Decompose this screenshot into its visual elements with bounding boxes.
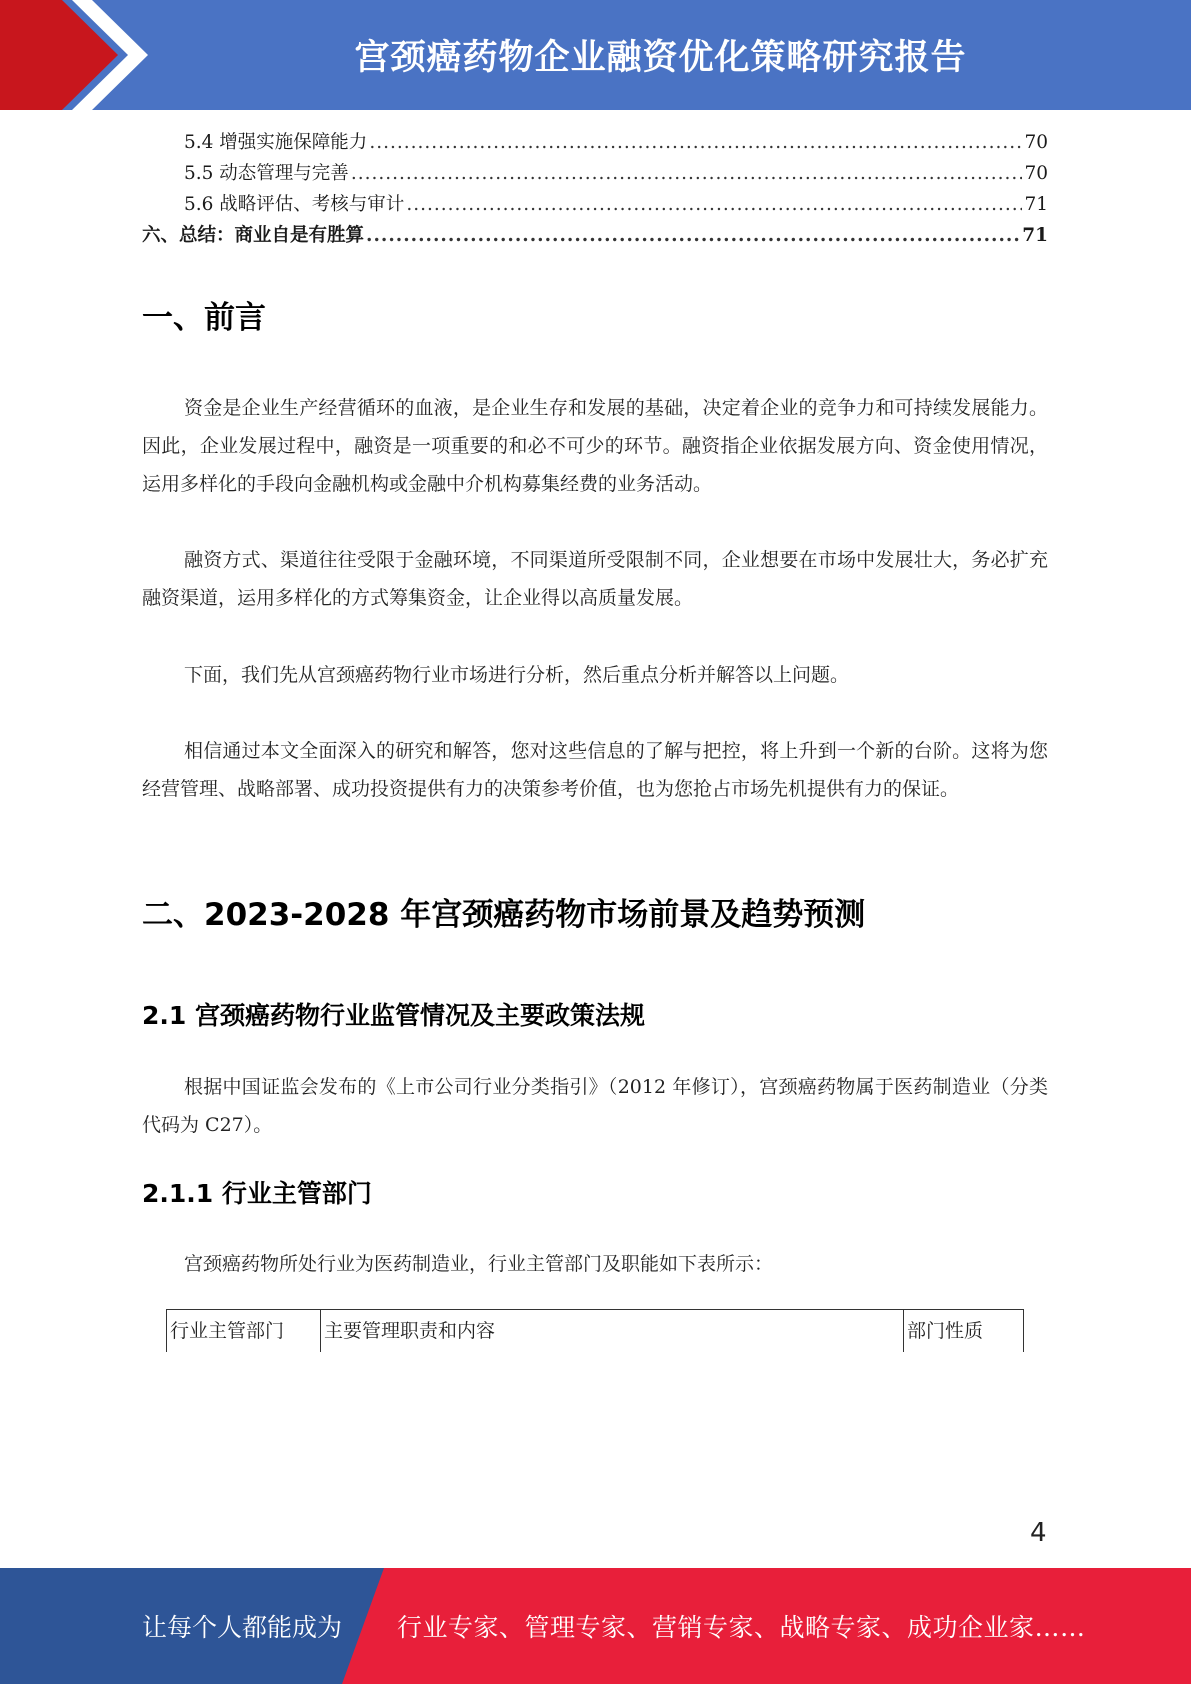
- footer-slogan-left: 让每个人都能成为: [142, 1613, 343, 1642]
- paragraph: 宫颈癌药物所处行业为医药制造业，行业主管部门及职能如下表所示：: [184, 1253, 774, 1275]
- toc-item-page: 70: [1024, 132, 1048, 153]
- table-of-contents: [142, 128, 1048, 252]
- table-header-cell: 主要管理职责和内容: [320, 1310, 903, 1352]
- header-arrow-decoration: [0, 0, 160, 110]
- table-header-cell: 部门性质: [903, 1310, 1024, 1352]
- toc-item[interactable]: [142, 221, 1048, 252]
- toc-item-page: 70: [1024, 163, 1048, 184]
- paragraph: 根据中国证监会发布的《上市公司行业分类指引》（2012 年修订），宫颈癌药物属于医药制造业（分类代码为 C27）。: [142, 1076, 1048, 1136]
- toc-leader-dots: [369, 132, 1022, 153]
- toc-item-label: 5.4 增强实施保障能力: [184, 132, 368, 153]
- paragraph: 相信通过本文全面深入的研究和解答，您对这些信息的了解与把控，将上升到一个新的台阶。这将为您经营管理、战略部署、成功投资提供有力的决策参考价值，也为您抢占市场先机提供有力的保证。: [142, 740, 1048, 800]
- subsection-heading-authorities: 2.1.1 行业主管部门: [142, 1179, 372, 1208]
- page-number: 4: [1030, 1518, 1047, 1548]
- toc-item-label: 5.5 动态管理与完善: [184, 163, 349, 184]
- toc-item-label: 六、总结：商业自是有胜算: [142, 225, 365, 246]
- toc-item[interactable]: [142, 159, 1048, 190]
- table-header-cell: 行业主管部门: [166, 1310, 320, 1352]
- paragraph: 融资方式、渠道往往受限于金融环境，不同渠道所受限制不同，企业想要在市场中发展壮大，务必扩充融资渠道，运用多样化的方式筹集资金，让企业得以高质量发展。: [142, 549, 1048, 609]
- authorities-table: [166, 1309, 1024, 1352]
- header-band: [0, 0, 1191, 110]
- paragraph: 下面，我们先从宫颈癌药物行业市场进行分析，然后重点分析并解答以上问题。: [184, 664, 850, 686]
- section-heading-market: 二、2023-2028 年宫颈癌药物市场前景及趋势预测: [142, 897, 866, 933]
- toc-leader-dots: [366, 225, 1020, 246]
- toc-leader-dots: [351, 163, 1023, 184]
- toc-leader-dots: [406, 194, 1022, 215]
- toc-item-page: 71: [1022, 225, 1048, 246]
- footer-slogan-right: 行业专家、管理专家、营销专家、战略专家、成功企业家……: [397, 1613, 1086, 1642]
- section-heading-preface: 一、前言: [142, 300, 266, 336]
- subsection-heading-regulation: 2.1 宫颈癌药物行业监管情况及主要政策法规: [142, 1001, 645, 1030]
- footer-band: [0, 1568, 1191, 1684]
- document-title: 宫颈癌药物企业融资优化策略研究报告: [354, 38, 967, 78]
- paragraph: 资金是企业生产经营循环的血液，是企业生存和发展的基础，决定着企业的竞争力和可持续发展能力。因此，企业发展过程中，融资是一项重要的和必不可少的环节。融资指企业依据发展方向、资金使用情况，运用多样化的手段向金融机构或金融中介机构募集经费的业务活动。: [142, 397, 1048, 495]
- toc-item[interactable]: [142, 190, 1048, 221]
- toc-item[interactable]: [142, 128, 1048, 159]
- toc-item-label: 5.6 战略评估、考核与审计: [184, 194, 405, 215]
- toc-item-page: 71: [1024, 194, 1048, 215]
